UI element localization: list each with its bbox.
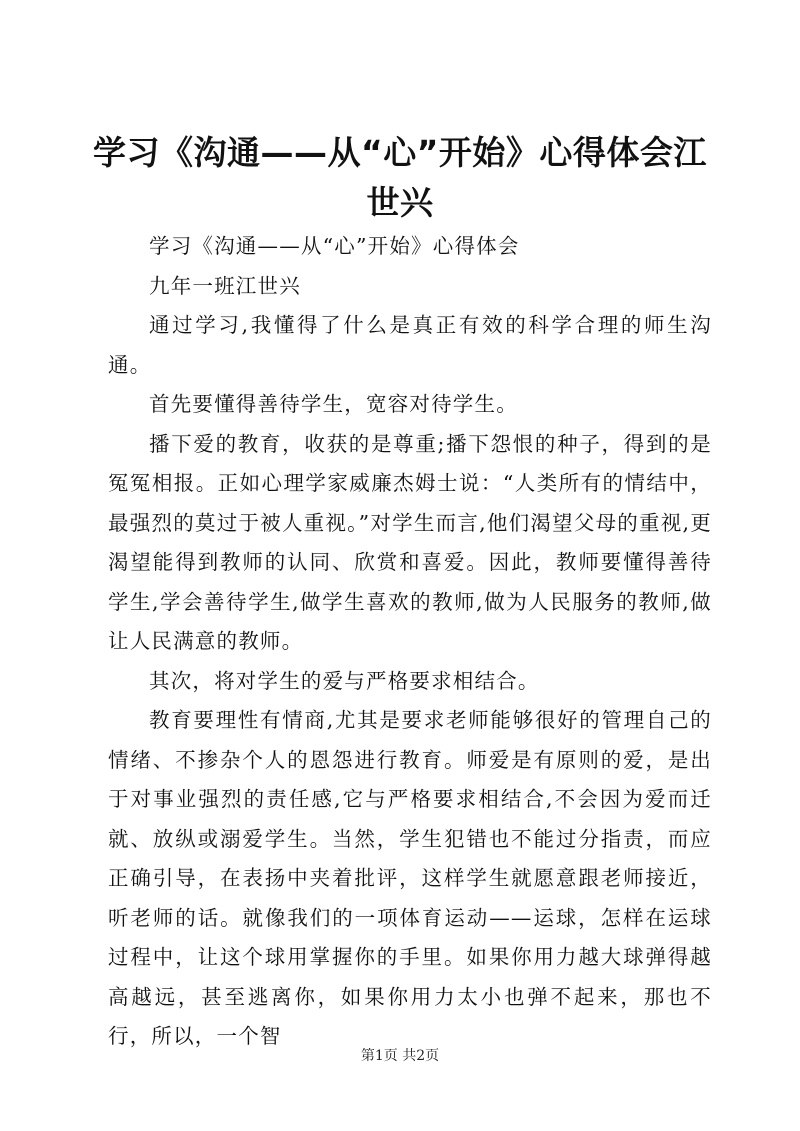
body-paragraph: 其次，将对学生的爱与严格要求相结合。 <box>149 668 540 693</box>
author-paragraph: 九年一班江世兴 <box>149 273 301 298</box>
body-paragraph: 播下爱的教育，收获的是尊重;播下怨恨的种子，得到的是冤冤相报。正如心理学家威廉杰姆士说：“人类所有的情结中，最强烈的莫过于被人重视。”对学生而言,他们渴望父母的重视,更渴望能得到教师的认同、欣赏和喜爱。因此，教师要懂得善待学生,学会善待学生,做学生喜欢的教师,做为人民服务的教师,做让人民满意的教师。 <box>108 431 712 653</box>
body-paragraph: 通过学习,我懂得了什么是真正有效的科学合理的师生沟通。 <box>108 313 712 377</box>
document-title: 学习《沟通——从“心”开始》心得体会江世兴 <box>93 133 707 222</box>
body-paragraph: 教育要理性有情商,尤其是要求老师能够很好的管理自己的情绪、不掺杂个人的恩怨进行教育。师爱是有原则的爱，是出于对事业强烈的责任感,它与严格要求相结合,不会因为爱而迁就、放纵或溺爱学生。当然，学生犯错也不能过分指责，而应正确引导，在表扬中夹着批评，这样学生就愿意跟老师接近，听老师的话。就像我们的一项体育运动——运球，怎样在运球过程中，让这个球用掌握你的手里。如果你用力越大球弹得越高越远，甚至逃离你，如果你用力太小也弹不起来，那也不行，所以，一个智 <box>108 708 712 1048</box>
body-paragraph: 首先要懂得善待学生，宽容对待学生。 <box>149 392 518 416</box>
document-body <box>108 227 712 1057</box>
page-footer: 第1页 共2页 <box>360 1048 440 1064</box>
subtitle-paragraph: 学习《沟通——从“心”开始》心得体会 <box>149 234 520 258</box>
